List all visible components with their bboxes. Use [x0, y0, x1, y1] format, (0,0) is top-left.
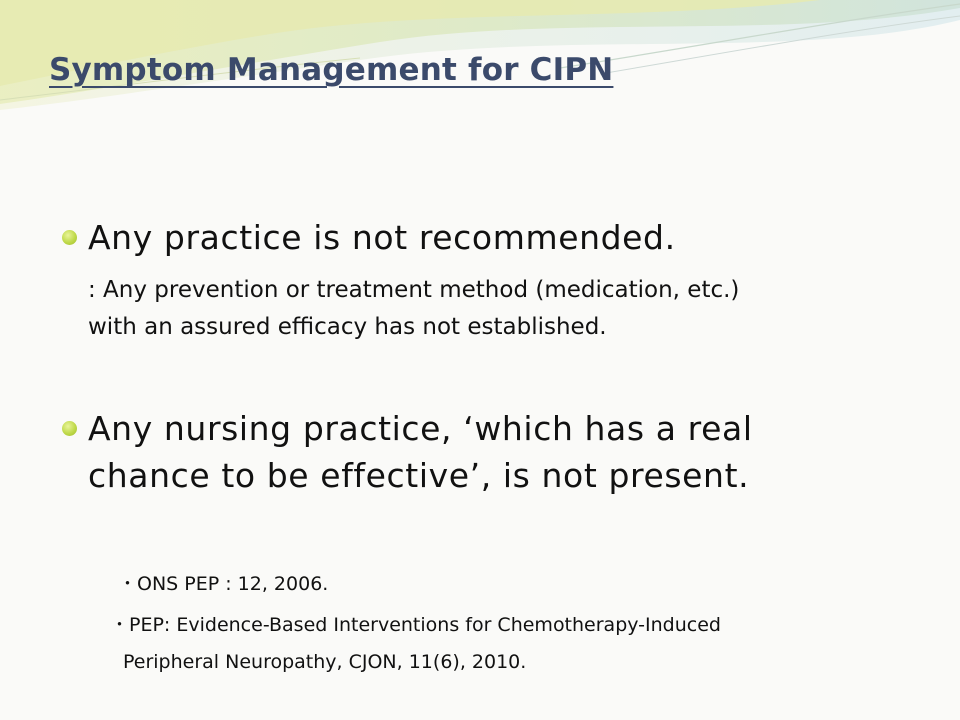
bullet-subtext-1: [88, 272, 739, 346]
bullet-text-2: [88, 405, 753, 499]
bullet-line: Any nursing practice, ‘which has a real: [88, 409, 753, 448]
subtext-line: : Any prevention or treatment method (medication, etc.): [88, 277, 740, 303]
reference-line: Peripheral Neuropathy, CJON, 11(6), 2010.: [123, 651, 527, 673]
bullet-line: Any practice is not recommended.: [88, 218, 676, 257]
slide-title: Symptom Management for CIPN: [49, 52, 614, 88]
bullet-text-1: [88, 214, 676, 261]
green-circle-bullet-icon: [62, 421, 77, 436]
reference-line: ・ONS PEP : 12, 2006.: [118, 573, 329, 595]
subtext-line: with an assured efficacy has not established.: [88, 314, 607, 340]
reference-line: ・PEP: Evidence-Based Interventions for Chemotherapy-Induced: [110, 614, 721, 636]
bullet-line: chance to be effective’, is not present.: [88, 456, 750, 495]
green-circle-bullet-icon: [62, 230, 77, 245]
